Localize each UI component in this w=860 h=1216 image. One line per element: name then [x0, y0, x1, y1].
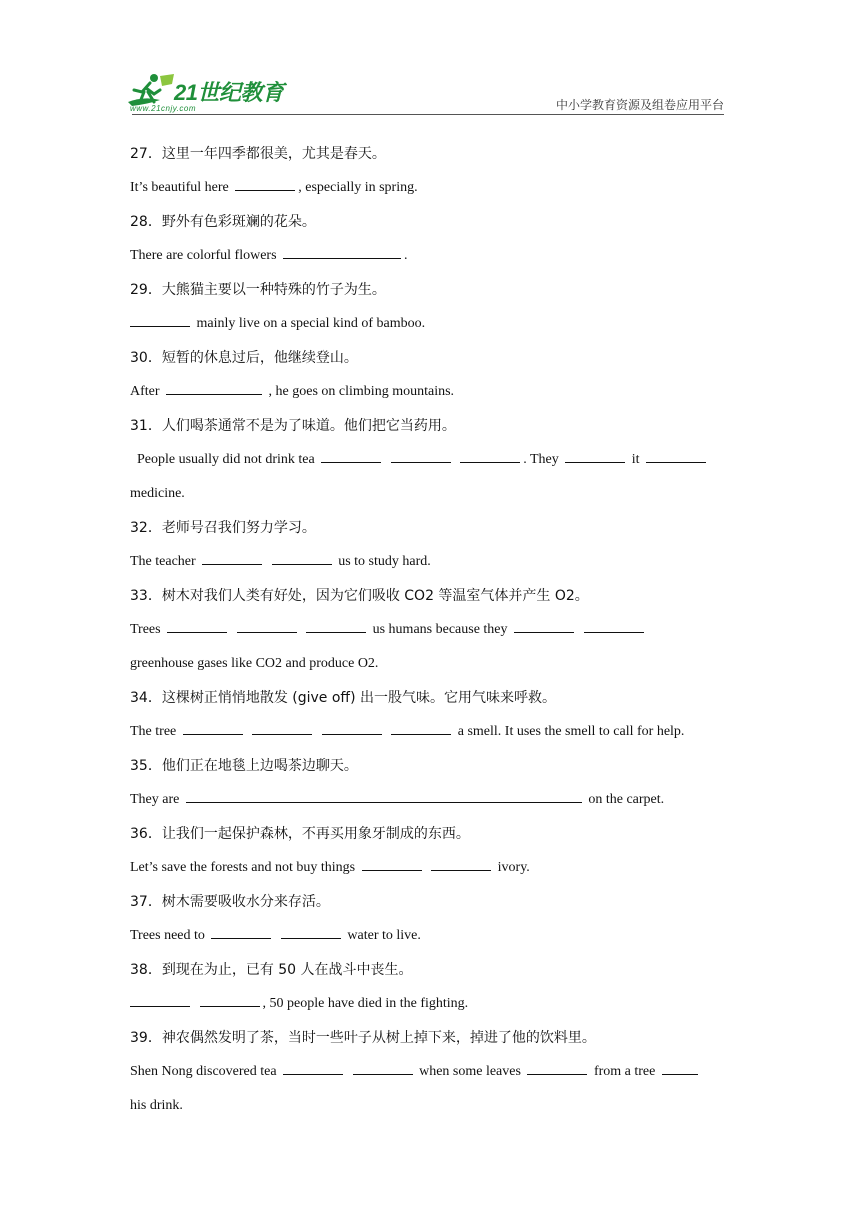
answer-blank[interactable] — [431, 856, 491, 871]
question-27-zh: 27．这里一年四季都很美，尤其是春天。 — [130, 146, 386, 162]
page-header — [124, 66, 724, 116]
question-30-en: After , he goes on climbing mountains. — [130, 375, 730, 409]
answer-blank[interactable] — [391, 720, 451, 735]
question-33-en-cont: greenhouse gases like CO2 and produce O2. — [130, 656, 379, 671]
question-37-en: Trees need to water to live. — [130, 919, 730, 953]
question-31-zh: 31．人们喝茶通常不是为了味道。他们把它当药用。 — [130, 418, 456, 434]
answer-blank[interactable] — [202, 550, 262, 565]
question-list — [130, 137, 730, 1123]
answer-blank[interactable] — [166, 380, 262, 395]
answer-blank[interactable] — [514, 618, 574, 633]
answer-blank[interactable] — [306, 618, 366, 633]
question-39-en-cont: his drink. — [130, 1098, 183, 1113]
question-39-zh: 39．神农偶然发明了茶，当时一些叶子从树上掉下来，掉进了他的饮料里。 — [130, 1030, 596, 1046]
question-29-zh: 29．大熊猫主要以一种特殊的竹子为生。 — [130, 282, 386, 298]
answer-blank[interactable] — [322, 720, 382, 735]
question-37-zh: 37．树木需要吸收水分来存活。 — [130, 894, 330, 910]
header-divider — [132, 114, 724, 115]
answer-blank[interactable] — [283, 1060, 343, 1075]
platform-title: 中小学教育资源及组卷应用平台 — [555, 98, 724, 112]
answer-blank[interactable] — [130, 992, 190, 1007]
question-39-en: Shen Nong discovered tea when some leaves from a tree — [130, 1055, 730, 1089]
question-31-en: People usually did not drink tea . They it — [130, 443, 730, 477]
question-29-en: mainly live on a special kind of bamboo. — [130, 307, 730, 341]
question-38-zh: 38．到现在为止，已有 50 人在战斗中丧生。 — [130, 962, 413, 978]
answer-blank[interactable] — [130, 312, 190, 327]
question-28-zh: 28．野外有色彩斑斓的花朵。 — [130, 214, 316, 230]
answer-blank[interactable] — [527, 1060, 587, 1075]
question-34-en: The tree a smell. It uses the smell to call for help. — [130, 715, 730, 749]
answer-blank[interactable] — [283, 244, 401, 259]
answer-blank[interactable] — [211, 924, 271, 939]
question-32-zh: 32．老师号召我们努力学习。 — [130, 520, 316, 536]
question-33-en: Trees us humans because they — [130, 613, 730, 647]
logo-text: 21世纪教育 — [174, 80, 284, 105]
question-34-zh: 34．这棵树正悄悄地散发 (give off) 出一股气味。它用气味来呼救。 — [130, 690, 556, 706]
answer-blank[interactable] — [662, 1060, 698, 1075]
answer-blank[interactable] — [237, 618, 297, 633]
question-35-zh: 35．他们正在地毯上边喝茶边聊天。 — [130, 758, 358, 774]
question-31-en-cont: medicine. — [130, 486, 185, 501]
question-36-en: Let’s save the forests and not buy things ivory. — [130, 851, 730, 885]
answer-blank[interactable] — [584, 618, 644, 633]
answer-blank[interactable] — [362, 856, 422, 871]
question-36-zh: 36．让我们一起保护森林，不再买用象牙制成的东西。 — [130, 826, 470, 842]
answer-blank[interactable] — [281, 924, 341, 939]
question-35-en: They are on the carpet. — [130, 783, 730, 817]
answer-blank[interactable] — [272, 550, 332, 565]
answer-blank[interactable] — [167, 618, 227, 633]
question-27-en: It’s beautiful here , especially in spring. — [130, 171, 730, 205]
question-30-zh: 30．短暂的休息过后，他继续登山。 — [130, 350, 358, 366]
logo-url: www.21cnjy.com — [130, 104, 196, 113]
question-38-en: , 50 people have died in the fighting. — [130, 987, 730, 1021]
question-32-en: The teacher us to study hard. — [130, 545, 730, 579]
answer-blank[interactable] — [460, 448, 520, 463]
answer-blank[interactable] — [646, 448, 706, 463]
answer-blank[interactable] — [235, 176, 295, 191]
answer-blank[interactable] — [186, 788, 582, 803]
answer-blank[interactable] — [353, 1060, 413, 1075]
question-28-en: There are colorful flowers . — [130, 239, 730, 273]
answer-blank[interactable] — [391, 448, 451, 463]
logo — [124, 70, 299, 114]
answer-blank[interactable] — [252, 720, 312, 735]
answer-blank[interactable] — [565, 448, 625, 463]
question-33-zh: 33．树木对我们人类有好处，因为它们吸收 CO2 等温室气体并产生 O2。 — [130, 588, 589, 604]
answer-blank[interactable] — [200, 992, 260, 1007]
answer-blank[interactable] — [183, 720, 243, 735]
answer-blank[interactable] — [321, 448, 381, 463]
